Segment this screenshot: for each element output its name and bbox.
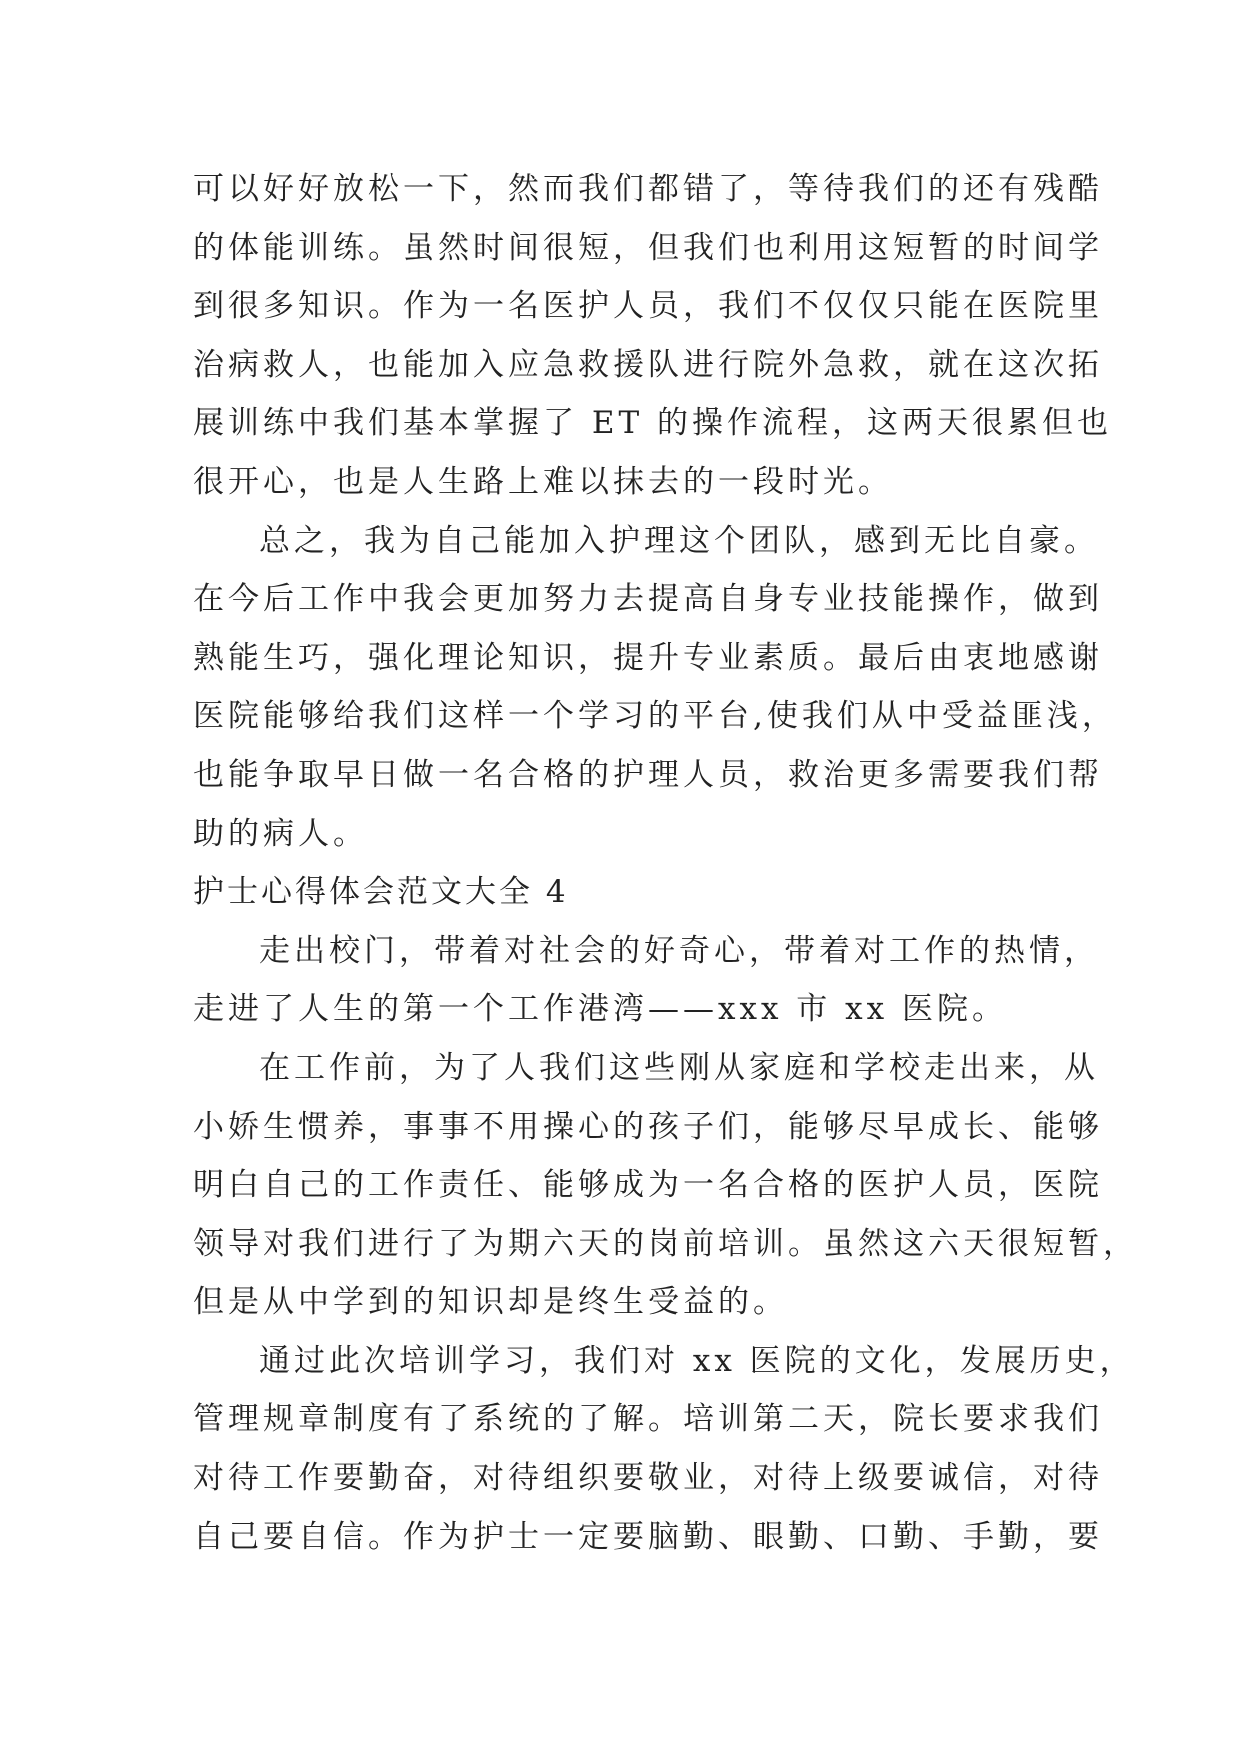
document-body bbox=[193, 160, 1138, 1566]
text-line: 可以好好放松一下，然而我们都错了，等待我们的还有残酷 bbox=[193, 171, 1103, 207]
text-line: 领导对我们进行了为期六天的岗前培训。虽然这六天很短暂， bbox=[193, 1225, 1138, 1262]
paragraph-3 bbox=[193, 922, 1099, 1039]
text-line: 走出校门，带着对社会的好奇心，带着对工作的热情， bbox=[259, 932, 1099, 969]
text-line: 明白自己的工作责任、能够成为一名合格的医护人员，医院 bbox=[193, 1167, 1103, 1204]
text-line: 治病救人，也能加入应急救援队进行院外急救，就在这次拓 bbox=[193, 346, 1103, 383]
text-line: 自己要自信。作为护士一定要脑勤、眼勤、口勤、手勤，要 bbox=[193, 1518, 1103, 1555]
text-line: 管理规章制度有了系统的了解。培训第二天，院长要求我们 bbox=[193, 1401, 1103, 1438]
text-line: 对待工作要勤奋，对待组织要敬业，对待上级要诚信，对待 bbox=[193, 1460, 1103, 1497]
text-line: 在今后工作中我会更加努力去提高自身专业技能操作，做到 bbox=[193, 581, 1103, 618]
text-line: 但是从中学到的知识却是终生受益的。 bbox=[193, 1284, 788, 1321]
paragraph-1 bbox=[193, 160, 1113, 512]
text-line: 医院能够给我们这样一个学习的平台,使我们从中受益匪浅， bbox=[193, 698, 1117, 735]
paragraph-2 bbox=[193, 512, 1117, 864]
text-line: 助的病人。 bbox=[193, 815, 368, 852]
text-line: 很开心，也是人生路上难以抹去的一段时光。 bbox=[193, 463, 893, 500]
paragraph-5 bbox=[193, 1332, 1135, 1566]
text-line: 的体能训练。虽然时间很短，但我们也利用这短暂的时间学 bbox=[193, 229, 1103, 266]
section-heading: 护士心得体会范文大全 4 bbox=[193, 874, 569, 911]
text-line: 走进了人生的第一个工作港湾——xxx 市 xx 医院。 bbox=[193, 991, 1007, 1028]
text-line: 到很多知识。作为一名医护人员，我们不仅仅只能在医院里 bbox=[193, 288, 1103, 325]
text-line: 也能争取早日做一名合格的护理人员，救治更多需要我们帮 bbox=[193, 756, 1103, 793]
text-line: 熟能生巧，强化理论知识，提升专业素质。最后由衷地感谢 bbox=[193, 639, 1103, 676]
text-line: 展训练中我们基本掌握了 ET 的操作流程，这两天很累但也 bbox=[193, 405, 1113, 442]
text-line: 小娇生惯养，事事不用操心的孩子们，能够尽早成长、能够 bbox=[193, 1108, 1103, 1145]
text-line: 总之，我为自己能加入护理这个团队，感到无比自豪。 bbox=[259, 522, 1099, 559]
text-line: 在工作前，为了人我们这些刚从家庭和学校走出来，从 bbox=[259, 1049, 1099, 1086]
text-line: 通过此次培训学习，我们对 xx 医院的文化，发展历史， bbox=[259, 1342, 1135, 1379]
paragraph-4 bbox=[193, 1039, 1138, 1332]
